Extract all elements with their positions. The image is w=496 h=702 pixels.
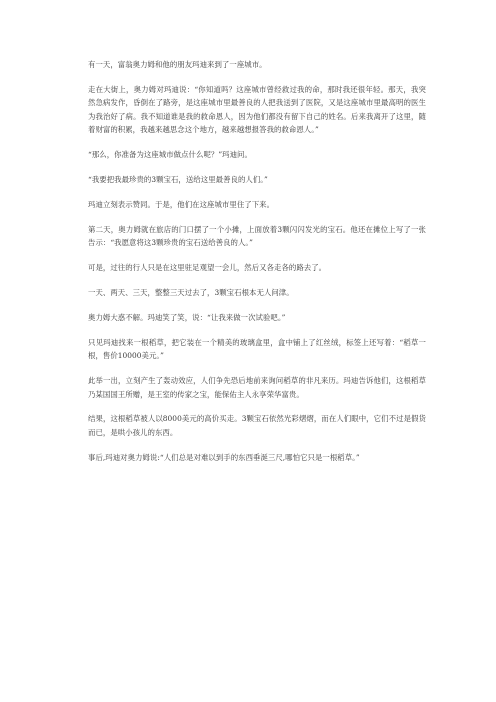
paragraph-12: 结果，这根稻草被人以8000美元的高价买走。3颗宝石依然光彩熠熠，而在人们眼中，它们不过是假货而已，是哄小孩儿的东西。 (88, 414, 426, 437)
paragraph-13: 事后,玛迪对奥力姆说:“人们总是对难以到手的东西垂涎三尺,哪怕它只是一根稻草。” (88, 452, 360, 462)
paragraph-11: 此举一出，立刻产生了轰动效应，人们争先恐后地前来询问稻草的非凡来历。玛迪告诉他们，这根稻草乃某国国王所赠，是王室的传家之宝，能保佑主人永享荣华富贵。 (88, 376, 426, 399)
paragraph-6: 第二天，奥力姆就在旅店的门口摆了一个小摊，上面放着3颗闪闪发光的宝石。他还在摊位上写了一张告示：“我愿意将这3颗珍贵的宝石送给善良的人。” (88, 224, 426, 248)
paragraph-1: 有一天，富翁奥力姆和他的朋友玛迪来到了一座城市。 (88, 60, 267, 69)
paragraph-8: 一天、两天、三天，整整三天过去了，3颗宝石根本无人问津。 (88, 287, 294, 297)
paragraph-3: “那么，你准备为这座城市做点什么呢？”玛迪问。 (88, 150, 252, 160)
paragraph-2: 走在大街上，奥力姆对玛迪说：“你知道吗？这座城市曾经救过我的命，那时我还很年轻。那天，我突然急病发作，昏倒在了路旁，是这座城市里最善良的人把我送到了医院，又是这座城市里最高明的医生为我治好了病。我不知道谁是我的救命恩人，因为他们都没有留下自己的姓名。后来我离开了这里，随着财富的积累，我越来越思念这个地方，越来越想报答我的救命恩人。” (88, 84, 426, 135)
paragraph-7: 可是，过往的行人只是在这里驻足观望一会儿，然后又各走各的路去了。 (88, 263, 327, 273)
paragraph-10: 只见玛迪找来一根稻草，把它装在一个精美的玻璃盒里，盒中铺上了红丝绒，标签上还写着：“稻草一根，售价10000美元。” (88, 337, 426, 361)
paragraph-9: 奥力姆大惑不解。玛迪笑了笑，说：“让我来做一次试验吧。” (88, 312, 286, 322)
paragraph-5: 玛迪立刻表示赞同。于是，他们在这座城市里住了下来。 (88, 199, 275, 209)
paragraph-4: “我要把我最珍贵的3颗宝石，送给这里最善良的人们。” (88, 174, 268, 184)
